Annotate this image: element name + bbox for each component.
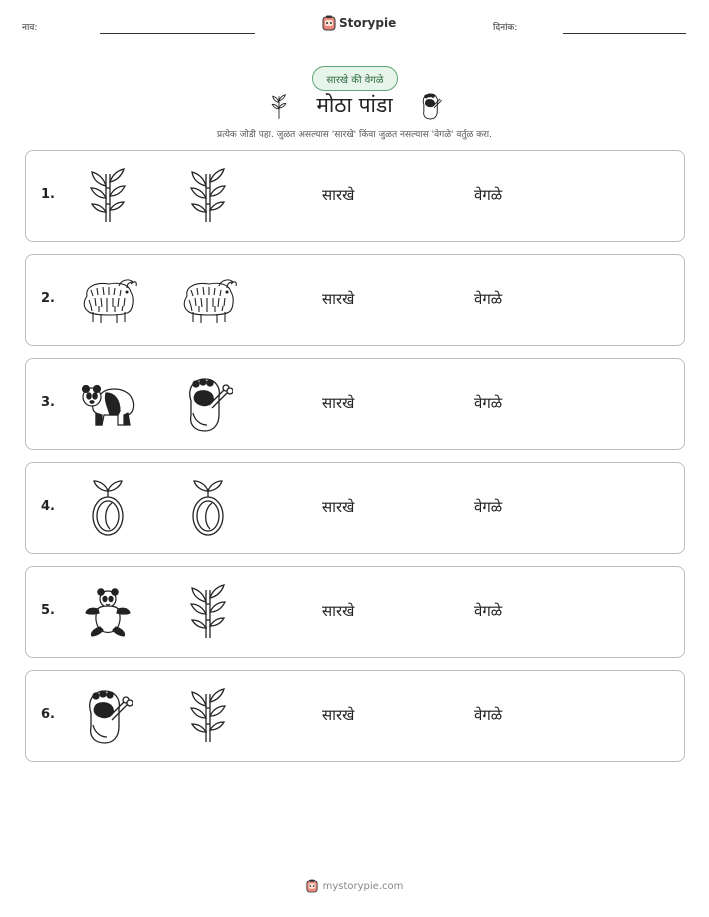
seed-sprout-icon	[176, 477, 240, 539]
question-number: 4.	[41, 499, 55, 514]
panda-cub-icon	[76, 581, 140, 643]
different-option[interactable]: वेगळे	[474, 602, 503, 620]
same-option[interactable]: सारखे	[322, 602, 355, 620]
same-option[interactable]: सारखे	[322, 498, 355, 516]
question-number: 6.	[41, 707, 55, 722]
bamboo-icon	[76, 165, 140, 227]
different-option[interactable]: वेगळे	[474, 498, 503, 516]
footer	[0, 879, 709, 893]
storypie-mascot-icon	[322, 15, 336, 31]
question-row	[25, 150, 685, 242]
paw-bone-icon	[176, 373, 240, 435]
date-line[interactable]	[563, 33, 686, 34]
question-number: 2.	[41, 291, 55, 306]
name-line[interactable]	[100, 33, 255, 34]
instructions: प्रत्येक जोडी पहा. जुळत असल्यास 'सारखे' किंवा जुळत नसल्यास 'वेगळे' वर्तुळ करा.	[216, 130, 492, 140]
question-row	[25, 254, 685, 346]
paw-bone-icon	[76, 685, 140, 747]
bamboo-icon	[176, 685, 240, 747]
yak-icon	[76, 269, 140, 331]
panda-icon	[76, 373, 140, 435]
date-label: दिनांक:	[493, 23, 518, 33]
paw-bone-icon	[420, 92, 444, 124]
question-row	[25, 462, 685, 554]
question-row	[25, 566, 685, 658]
footer-site-link[interactable]: mystorypie.com	[322, 880, 404, 892]
storypie-mascot-icon	[306, 879, 318, 893]
different-option[interactable]: वेगळे	[474, 186, 503, 204]
same-option[interactable]: सारखे	[322, 706, 355, 724]
different-option[interactable]: वेगळे	[474, 290, 503, 308]
name-label: नाव:	[22, 23, 38, 33]
question-number: 5.	[41, 603, 55, 618]
bamboo-icon	[176, 581, 240, 643]
same-option[interactable]: सारखे	[322, 394, 355, 412]
brand-name: Storypie	[339, 16, 397, 30]
yak-icon	[176, 269, 240, 331]
same-option[interactable]: सारखे	[322, 290, 355, 308]
question-row	[25, 670, 685, 762]
same-option[interactable]: सारखे	[322, 186, 355, 204]
page-title: मोठा पांडा	[316, 93, 393, 117]
different-option[interactable]: वेगळे	[474, 394, 503, 412]
worksheet-type-tag: सारखे की वेगळे	[312, 66, 398, 91]
brand-logo	[322, 14, 396, 32]
different-option[interactable]: वेगळे	[474, 706, 503, 724]
question-number: 1.	[41, 187, 55, 202]
question-row	[25, 358, 685, 450]
seed-sprout-icon	[76, 477, 140, 539]
bamboo-icon	[176, 165, 240, 227]
question-number: 3.	[41, 395, 55, 410]
